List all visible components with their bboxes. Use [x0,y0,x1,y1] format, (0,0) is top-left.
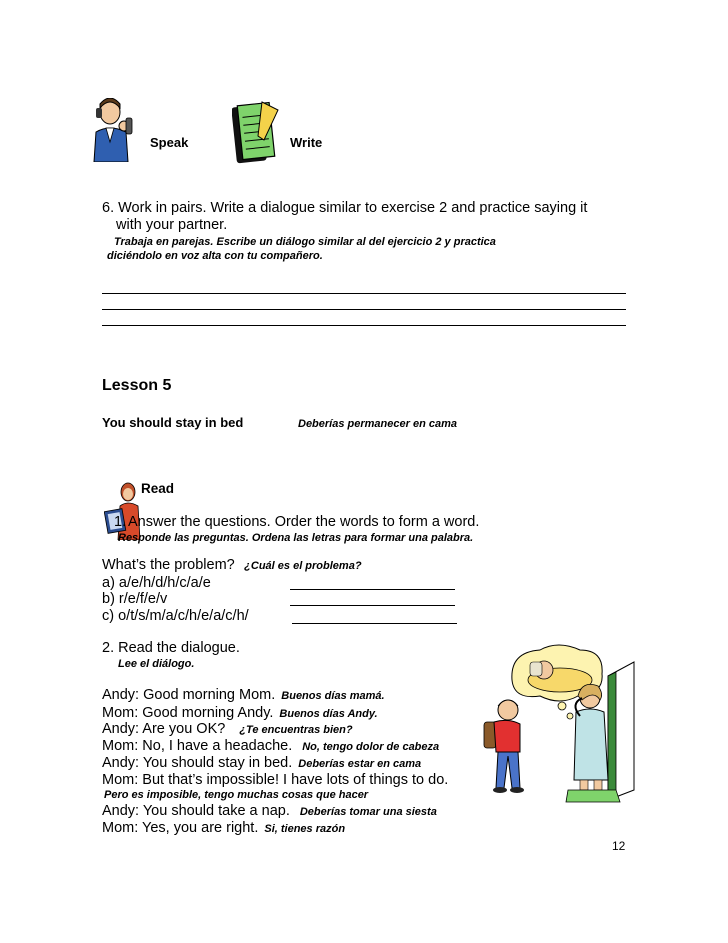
scramble-b: b) r/e/f/e/v [102,591,168,607]
answer-blank-a[interactable] [290,589,455,590]
dialogue-es: Buenos días mamá. [281,690,385,702]
dialogue-es: Deberías tomar una siesta [299,806,437,818]
dialogue-es: Buenos días Andy. [279,708,378,720]
speak-label: Speak [150,135,189,150]
dialogue-en: Mom: But that’s impossible! I have lots of things to do. [102,772,449,788]
dialogue-en: Andy: You should take a nap. [102,803,290,819]
dialogue-en: Andy: Are you OK? [102,721,226,737]
dialogue-es: No, tengo dolor de cabeza [302,741,440,753]
dialogue-es-full-line: Pero es imposible, tengo muchas cosas que hacer [104,789,369,801]
instruction-number: 1. [114,514,127,530]
dialogue-line [102,820,345,838]
lesson-subtitle-es: Deberías permanecer en cama [298,418,457,430]
dialogue-line [102,738,439,756]
page-number: 12 [612,839,626,853]
dialogue-es: ¿Te encuentras bien? [239,724,353,736]
question-text: What’s the problem? [102,557,235,573]
dialogue-line [102,755,421,773]
exercise6-es-line2: diciéndolo en voz alta con tu compañero. [107,250,323,262]
dialogue-en: Andy: Good morning Mom. [102,687,276,703]
writing-line[interactable] [102,278,626,294]
exercise6-es-line1: Trabaja en parejas. Escribe un diálogo similar al del ejercicio 2 y practica [114,236,496,248]
exercise2-title: 2. Read the dialogue. [102,640,240,656]
dialogue-line [102,772,448,789]
question-text-es: ¿Cuál es el problema? [244,560,362,572]
dialogue-line [102,687,385,705]
dialogue-en: Mom: Good morning Andy. [102,705,274,721]
dialogue-en: Mom: No, I have a headache. [102,738,293,754]
writing-line[interactable] [102,294,626,310]
scramble-a: a) a/e/h/d/h/c/a/e [102,575,211,591]
dialogue-es: Si, tienes razón [264,823,346,835]
scramble-c: c) o/t/s/m/a/c/h/e/a/c/h/ [102,608,249,624]
dialogue-illustration [470,640,640,808]
exercise6-line2: with your partner. [116,217,228,233]
exercise6-line1: 6. Work in pairs. Write a dialogue similar to exercise 2 and practice saying it [102,200,588,216]
dialogue-en: Andy: You should stay in bed. [102,755,293,771]
notepad-writing-icon [232,100,280,166]
dialogue-line [102,803,437,821]
speaking-person-icon [92,98,136,162]
write-label: Write [290,135,323,150]
question-row [102,556,362,574]
writing-lines[interactable] [102,278,626,326]
writing-line[interactable] [102,310,626,326]
doorway-icon [608,662,634,800]
answer-blank-b[interactable] [290,605,455,606]
dialogue-es: Deberías estar en cama [298,758,422,770]
read-instruction: Answer the questions. Order the words to form a word. [128,514,480,530]
answer-blank-c[interactable] [292,623,457,624]
lesson-title: Lesson 5 [102,377,172,394]
read-instruction-es: Responde las preguntas. Ordena las letras para formar una palabra. [118,532,474,544]
dialogue-line [102,721,353,739]
lesson-subtitle: You should stay in bed [102,415,244,430]
dialogue-en: Mom: Yes, you are right. [102,820,259,836]
boy-andy-icon [484,700,524,793]
exercise2-title-es: Lee el diálogo. [118,658,195,670]
read-label: Read [141,481,175,496]
